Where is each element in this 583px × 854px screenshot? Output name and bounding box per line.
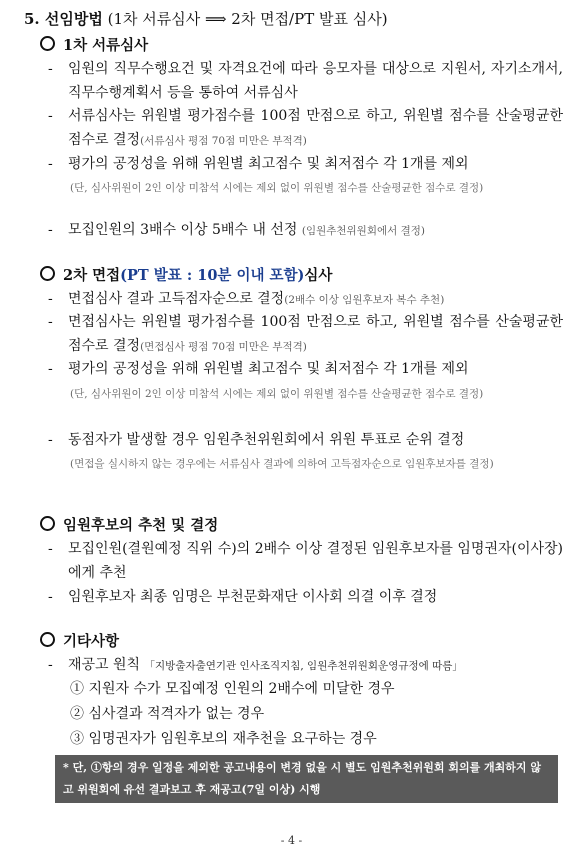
list-item: - 재공고 원칙 「지방출자출연기관 인사조직지침, 임원추천위원회운영규정에 따름」 bbox=[48, 657, 463, 673]
heading-subtitle: (1차 서류심사 ⟹ 2차 면접/PT 발표 심사) bbox=[107, 10, 388, 28]
list-item: - 평가의 공정성을 위해 위원별 최고점수 및 최저점수 각 1개를 제외 bbox=[48, 156, 469, 172]
page-number: - 4 - bbox=[280, 834, 303, 847]
heading-number: 5. 선임방법 bbox=[24, 10, 103, 28]
numbered-item: ③ 임명권자가 임원후보의 재추천을 요구하는 경우 bbox=[70, 731, 377, 747]
subsection-title-other: 기타사항 bbox=[40, 630, 119, 651]
numbered-item: ① 지원자 수가 모집예정 인원의 2배수에 미달한 경우 bbox=[70, 681, 395, 697]
numbered-item: ② 심사결과 적격자가 없는 경우 bbox=[70, 706, 265, 722]
list-item: - 서류심사는 위원별 평가점수를 100점 만점으로 하고, 위원별 점수를 산술평균한 점수로 결정(서류심사 평점 70점 미만은 부적격) bbox=[48, 108, 563, 148]
circle-bullet-icon bbox=[40, 266, 55, 281]
subsection-title-interview: 2차 면접(PT 발표 : 10분 이내 포함)심사 bbox=[40, 264, 332, 285]
list-item: - 면접심사 결과 고득점자순으로 결정(2배수 이상 임원후보자 복수 추천) bbox=[48, 291, 445, 307]
note-text: (단, 심사위원이 2인 이상 미참석 시에는 제외 없이 위원별 점수를 산술평균한 점수로 결정) bbox=[70, 182, 484, 194]
list-item: - 임원의 직무수행요건 및 자격요건에 따라 응모자를 대상으로 지원서, 자기소개서, 직무수행계획서 등을 통하여 서류심사 bbox=[48, 61, 563, 101]
list-item: - 평가의 공정성을 위해 위원별 최고점수 및 최저점수 각 1개를 제외 bbox=[48, 361, 469, 377]
note-text: (단, 심사위원이 2인 이상 미참석 시에는 제외 없이 위원별 점수를 산술평균한 점수로 결정) bbox=[70, 388, 484, 400]
notice-box: * 단, ①항의 경우 일정을 제외한 공고내용이 변경 없을 시 별도 임원추천위원회 회의를 개최하지 않고 위원회에 유선 결과보고 후 재공고(7일 이상) 시행 bbox=[55, 755, 558, 803]
subsection-title-recommendation: 임원후보의 추천 및 결정 bbox=[40, 514, 218, 535]
list-item: - 모집인원(결원예정 직위 수)의 2배수 이상 결정된 임원후보자를 임명권자(이사장)에게 추천 bbox=[48, 541, 563, 581]
circle-bullet-icon bbox=[40, 632, 55, 647]
circle-bullet-icon bbox=[40, 36, 55, 51]
list-item: - 동점자가 발생할 경우 임원추천위원회에서 위원 투표로 순위 결정 bbox=[48, 432, 465, 448]
circle-bullet-icon bbox=[40, 516, 55, 531]
section-heading bbox=[24, 8, 388, 29]
list-item: - 면접심사는 위원별 평가점수를 100점 만점으로 하고, 위원별 점수를 산술평균한 점수로 결정(면접심사 평점 70점 미만은 부적격) bbox=[48, 314, 563, 354]
subsection-title-document-review: 1차 서류심사 bbox=[40, 34, 148, 55]
note-text: (면접을 실시하지 않는 경우에는 서류심사 결과에 의하여 고득점자순으로 임원후보자를 결정) bbox=[70, 458, 494, 470]
list-item: - 임원후보자 최종 임명은 부천문화재단 이사회 의결 이후 결정 bbox=[48, 589, 438, 605]
list-item: - 모집인원의 3배수 이상 5배수 내 선정 (임원추천위원회에서 결정) bbox=[48, 222, 425, 238]
